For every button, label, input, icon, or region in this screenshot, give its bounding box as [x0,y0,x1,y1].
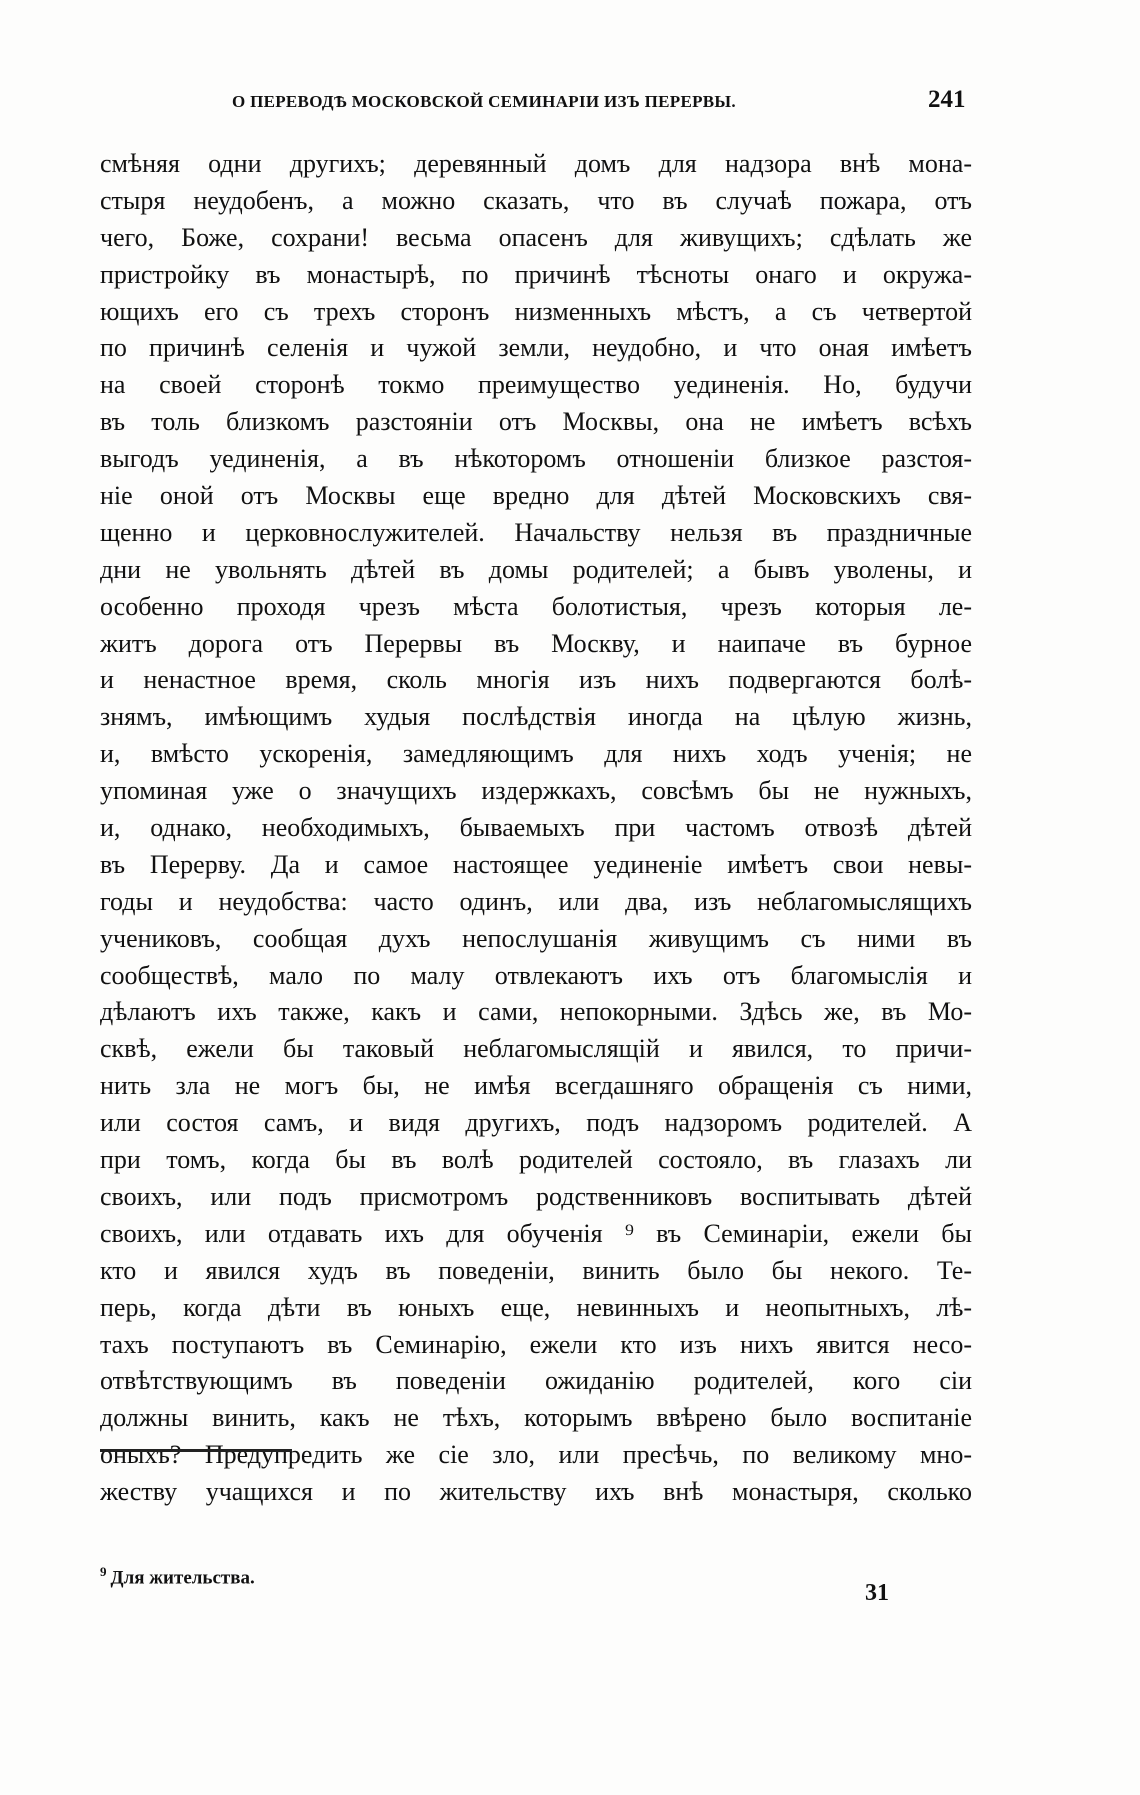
text-line: дни не увольнять дѣтей въ домы родителей; а бывъ уволены, и [100,554,972,584]
signature-mark: 31 [865,1580,889,1606]
footnote-text: Для жительства. [110,1567,255,1589]
text-line: отвѣтствующимъ въ поведеніи ожиданію родителей, кого сіи [100,1366,972,1396]
text-line: упоминая уже о значущихъ издержкахъ, совсѣмъ бы не нужныхъ, [100,776,972,806]
text-line: по причинѣ селенія и чужой земли, неудобно, и что оная имѣетъ [100,333,972,363]
text-line: щенно и церковнослужителей. Начальству нельзя въ праздничные [100,517,972,547]
running-title: О ПЕРЕВОДѢ МОСКОВСКОЙ СЕМИНАРІИ ИЗЪ ПЕРЕРВЫ. [232,92,736,111]
text-line: или состоя самъ, и видя другихъ, подъ надзоромъ родителей. А [100,1108,972,1138]
text-line: перь, когда дѣти въ юныхъ еще, невинныхъ и неопытныхъ, лѣ- [100,1292,972,1322]
text-line: на своей сторонѣ токмо преимущество уединенія. Но, будучи [100,370,972,400]
page-number: 241 [928,86,966,113]
text-line: чего, Боже, сохрани! весьма опасенъ для живущихъ; сдѣлать же [100,222,972,252]
text-line: своихъ, или отдавать ихъ для обученія ⁹ въ Семинаріи, ежели бы [100,1218,972,1248]
text-line: жеству учащихся и по жительству ихъ внѣ монастыря, сколько [100,1477,972,1507]
body-text [100,146,972,1511]
text-line: ющихъ его съ трехъ сторонъ низменныхъ мѣстъ, а съ четвертой [100,296,972,326]
text-line: годы и неудобства: часто одинъ, или два, изъ неблагомыслящихъ [100,886,972,916]
text-line: знямъ, имѣющимъ худыя послѣдствія иногда на цѣлую жизнь, [100,702,972,732]
text-line: учениковъ, сообщая духъ непослушанія живущимъ съ ними въ [100,923,972,953]
footnote-marker: 9 [100,1564,107,1579]
text-line: пристройку въ монастырѣ, по причинѣ тѣсноты онаго и окружа- [100,259,972,289]
text-line: своихъ, или подъ присмотромъ родственниковъ воспитывать дѣтей [100,1181,972,1211]
text-line: и, однако, необходимыхъ, бываемыхъ при частомъ отвозѣ дѣтей [100,813,972,843]
text-line: и ненастное время, сколь многія изъ нихъ подвергаются болѣ- [100,665,972,695]
footnote-rule [100,1449,292,1452]
text-line: должны винить, какъ не тѣхъ, которымъ ввѣрено было воспитаніе [100,1403,972,1433]
text-line: смѣняя одни другихъ; деревянный домъ для надзора внѣ мона- [100,149,972,178]
text-line: кто и явился худъ въ поведеніи, винить было бы некого. Те- [100,1255,972,1285]
text-line: сообществѣ, мало по малу отвлекаютъ ихъ отъ благомыслія и [100,960,972,990]
text-line: сквѣ, ежели бы таковый неблагомыслящій и явился, то причи- [100,1034,972,1064]
text-line: житъ дорога отъ Перервы въ Москву, и наипаче въ бурное [100,628,972,658]
text-line: дѣлаютъ ихъ также, какъ и сами, непокорными. Здѣсь же, въ Мо- [100,997,972,1027]
footnote [100,1564,255,1589]
text-line: въ Перерву. Да и самое настоящее уединеніе имѣетъ свои невы- [100,849,972,879]
text-line: нить зла не могъ бы, не имѣя всегдашняго обращенія съ ними, [100,1071,972,1101]
text-line: выгодъ уединенія, а въ нѣкоторомъ отношеніи близкое разстоя- [100,444,972,474]
text-line: тахъ поступаютъ въ Семинарію, ежели кто изъ нихъ явится несо- [100,1329,972,1359]
text-line: при томъ, когда бы въ волѣ родителей состояло, въ глазахъ ли [100,1145,972,1175]
text-line: оныхъ? Предупредить же сіе зло, или пресѣчь, по великому мно- [100,1440,972,1470]
text-line: въ толь близкомъ разстояніи отъ Москвы, она не имѣетъ всѣхъ [100,407,972,437]
text-line: и, вмѣсто ускоренія, замедляющимъ для нихъ ходъ ученія; не [100,739,972,769]
text-line: ніе оной отъ Москвы еще вредно для дѣтей Московскихъ свя- [100,481,972,511]
text-line: особенно проходя чрезъ мѣста болотистыя, чрезъ которыя ле- [100,591,972,621]
text-line: стыря неудобенъ, а можно сказать, что въ случаѣ пожара, отъ [100,185,972,215]
